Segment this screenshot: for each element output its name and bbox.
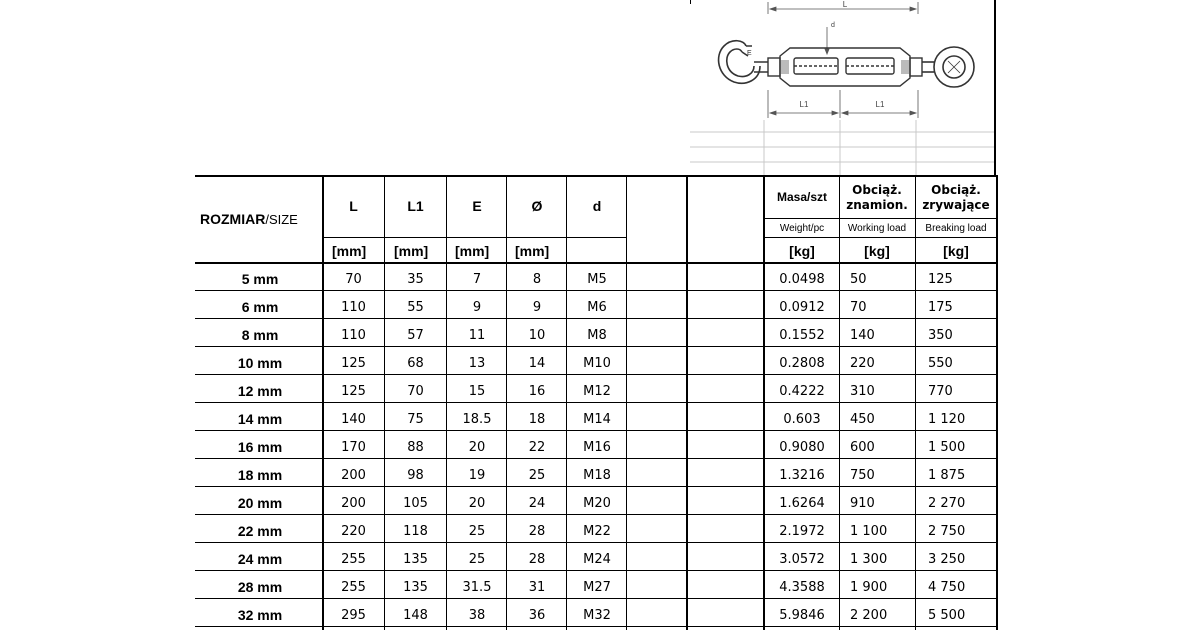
cell-d: M16 (583, 439, 611, 455)
cell-L1: 35 (407, 271, 424, 287)
cell-E: 25 (468, 551, 486, 567)
cell-wl: 1 100 (850, 523, 888, 539)
header-L: L (349, 198, 358, 214)
header-L1: L1 (407, 198, 424, 214)
cell-L1: 75 (407, 411, 424, 427)
cell-wl: 2 200 (850, 607, 888, 623)
cell-mass: 3.0572 (779, 551, 825, 567)
cell-d: M18 (583, 467, 611, 483)
column-border (566, 176, 567, 630)
cell-mass: 2.1972 (779, 523, 825, 539)
cell-E: 13 (468, 355, 486, 371)
cell-wl: 750 (850, 467, 875, 483)
cell-L: 70 (345, 271, 362, 287)
cell-size: 8 mm (241, 327, 279, 343)
cell-dia: 14 (528, 355, 546, 371)
cell-dia: 25 (528, 467, 546, 483)
units-separator-right (764, 237, 997, 238)
cell-dia: 16 (528, 383, 546, 399)
header-size-light: /SIZE (265, 211, 298, 227)
cell-mass: 0.0498 (779, 271, 825, 287)
dim-d-label: d (831, 22, 835, 29)
cell-L1: 148 (403, 607, 428, 623)
cell-bl: 2 750 (928, 523, 966, 539)
cell-d: M8 (587, 327, 607, 343)
cell-dia: 18 (528, 411, 546, 427)
cell-mass: 1.3216 (779, 467, 825, 483)
cell-L: 220 (341, 523, 366, 539)
cell-L1: 68 (407, 355, 424, 371)
cell-E: 19 (468, 467, 486, 483)
row-border (195, 346, 998, 347)
header-working-pl2: znamion. (846, 198, 908, 212)
column-border (506, 176, 507, 630)
cell-E: 20 (468, 495, 486, 511)
header-d: d (592, 198, 602, 214)
cell-L1: 55 (407, 299, 424, 315)
column-border (763, 176, 765, 630)
column-border (915, 176, 916, 630)
row-border (195, 374, 998, 375)
unit-L1: [mm] (394, 243, 429, 259)
header-working-pl1: Obciąż. (852, 183, 902, 197)
cell-L: 140 (341, 411, 366, 427)
cell-L: 255 (341, 551, 366, 567)
cell-wl: 50 (850, 271, 867, 287)
cell-wl: 1 900 (850, 579, 888, 595)
cell-L: 200 (341, 495, 366, 511)
cell-wl: 600 (850, 439, 875, 455)
unit-L: [mm] (332, 243, 367, 259)
cell-E: 25 (468, 523, 486, 539)
row-border (195, 486, 998, 487)
cell-bl: 3 250 (928, 551, 966, 567)
cell-size: 16 mm (237, 439, 283, 455)
cell-L: 170 (341, 439, 366, 455)
row-border (195, 290, 998, 291)
header-mass-en: Weight/pc (779, 222, 825, 234)
header-working-en: Working load (847, 222, 907, 234)
dim-L-label: L (842, 0, 848, 9)
cell-dia: 9 (532, 299, 542, 315)
cell-d: M32 (583, 607, 611, 623)
row-border (195, 402, 998, 403)
header-E: E (472, 198, 482, 214)
cell-d: M10 (583, 355, 611, 371)
column-border (686, 176, 688, 630)
column-border (384, 176, 385, 630)
cell-bl: 5 500 (928, 607, 966, 623)
cell-bl: 350 (928, 327, 953, 343)
column-border (322, 176, 324, 630)
row-border (195, 542, 998, 543)
cell-dia: 24 (528, 495, 546, 511)
cell-wl: 310 (850, 383, 875, 399)
header-breaking-en: Breaking load (925, 222, 987, 234)
cell-mass: 0.0912 (779, 299, 825, 315)
cell-size: 32 mm (237, 607, 283, 623)
cell-E: 38 (468, 607, 486, 623)
column-border (626, 176, 627, 630)
cell-size: 22 mm (237, 523, 283, 539)
unit-diameter: [mm] (515, 243, 550, 259)
dim-L1-right-label: L1 (875, 100, 885, 109)
cell-mass: 0.603 (783, 411, 821, 427)
header-breaking-pl2: zrywające (922, 198, 990, 212)
cell-size: 12 mm (237, 383, 283, 399)
header-working-load (840, 180, 914, 216)
column-border (839, 176, 840, 630)
column-border (996, 176, 998, 630)
row-border (195, 318, 998, 319)
cell-L: 255 (341, 579, 366, 595)
row-border (195, 626, 998, 627)
cell-mass: 0.1552 (779, 327, 825, 343)
cell-size: 5 mm (241, 271, 279, 287)
cell-L: 295 (341, 607, 366, 623)
cell-mass: 4.3588 (779, 579, 825, 595)
dim-L1-left-label: L1 (799, 100, 809, 109)
cell-size: 14 mm (237, 411, 283, 427)
header-diameter: Ø (531, 198, 543, 214)
cell-L1: 57 (407, 327, 424, 343)
cell-bl: 2 270 (928, 495, 966, 511)
cell-d: M5 (587, 271, 607, 287)
cell-E: 20 (468, 439, 486, 455)
cell-size: 20 mm (237, 495, 283, 511)
cell-size: 6 mm (241, 299, 279, 315)
cell-L1: 70 (407, 383, 424, 399)
cell-E: 11 (468, 327, 486, 343)
unit-breaking-load: [kg] (943, 243, 969, 259)
cell-d: M27 (583, 579, 611, 595)
cell-E: 15 (468, 383, 486, 399)
cell-bl: 175 (928, 299, 953, 315)
row-border (195, 598, 998, 599)
unit-mass: [kg] (789, 243, 815, 259)
cell-mass: 0.9080 (779, 439, 825, 455)
turnbuckle-diagram (690, 0, 996, 176)
cell-bl: 770 (928, 383, 953, 399)
cell-L1: 88 (407, 439, 424, 455)
cell-wl: 140 (850, 327, 875, 343)
header-size-bold: ROZMIAR (200, 211, 266, 227)
cell-L: 110 (341, 299, 366, 315)
header-mass: Masa/szt (776, 190, 828, 204)
cell-d: M14 (583, 411, 611, 427)
cell-mass: 1.6264 (779, 495, 825, 511)
cell-E: 18.5 (462, 411, 492, 427)
cell-E: 7 (472, 271, 482, 287)
cell-bl: 125 (928, 271, 953, 287)
header-breaking-pl1: Obciąż. (931, 183, 981, 197)
row-border (195, 570, 998, 571)
header-bottom-border (195, 262, 998, 264)
cell-wl: 450 (850, 411, 875, 427)
cell-dia: 28 (528, 523, 546, 539)
cell-size: 24 mm (237, 551, 283, 567)
cell-mass: 0.2808 (779, 355, 825, 371)
cell-L: 125 (341, 355, 366, 371)
cell-d: M22 (583, 523, 611, 539)
cell-size: 18 mm (237, 467, 283, 483)
cell-dia: 10 (528, 327, 546, 343)
cell-L1: 118 (403, 523, 428, 539)
cell-dia: 28 (528, 551, 546, 567)
cell-wl: 910 (850, 495, 875, 511)
cell-wl: 220 (850, 355, 875, 371)
cell-L: 110 (341, 327, 366, 343)
cell-E: 9 (472, 299, 482, 315)
header-size (198, 176, 322, 262)
cell-L: 125 (341, 383, 366, 399)
cell-L1: 105 (403, 495, 428, 511)
unit-E: [mm] (455, 243, 490, 259)
row-border (195, 430, 998, 431)
cell-bl: 4 750 (928, 579, 966, 595)
cell-L1: 98 (407, 467, 424, 483)
cell-d: M6 (587, 299, 607, 315)
cell-bl: 550 (928, 355, 953, 371)
column-border (446, 176, 447, 630)
cell-mass: 5.9846 (779, 607, 825, 623)
cell-L1: 135 (403, 551, 428, 567)
cell-L: 200 (341, 467, 366, 483)
header-breaking-load (916, 180, 996, 216)
table-top-border (195, 175, 998, 177)
cell-d: M24 (583, 551, 611, 567)
cell-dia: 31 (528, 579, 546, 595)
units-separator (322, 237, 627, 238)
cell-d: M12 (583, 383, 611, 399)
cell-size: 10 mm (237, 355, 283, 371)
cell-bl: 1 500 (928, 439, 966, 455)
row-border (195, 458, 998, 459)
english-separator (764, 218, 997, 219)
cell-mass: 0.4222 (779, 383, 825, 399)
row-border (195, 514, 998, 515)
cell-E: 31.5 (462, 579, 492, 595)
unit-working-load: [kg] (864, 243, 890, 259)
cell-bl: 1 875 (928, 467, 966, 483)
cell-bl: 1 120 (928, 411, 966, 427)
cell-wl: 70 (850, 299, 867, 315)
cell-dia: 8 (532, 271, 542, 287)
dim-E-label: E (747, 50, 752, 57)
cell-L1: 135 (403, 579, 428, 595)
cell-wl: 1 300 (850, 551, 888, 567)
cell-size: 28 mm (237, 579, 283, 595)
turnbuckle-drawing (690, 0, 996, 176)
cell-dia: 36 (528, 607, 546, 623)
cell-d: M20 (583, 495, 611, 511)
cell-dia: 22 (528, 439, 546, 455)
